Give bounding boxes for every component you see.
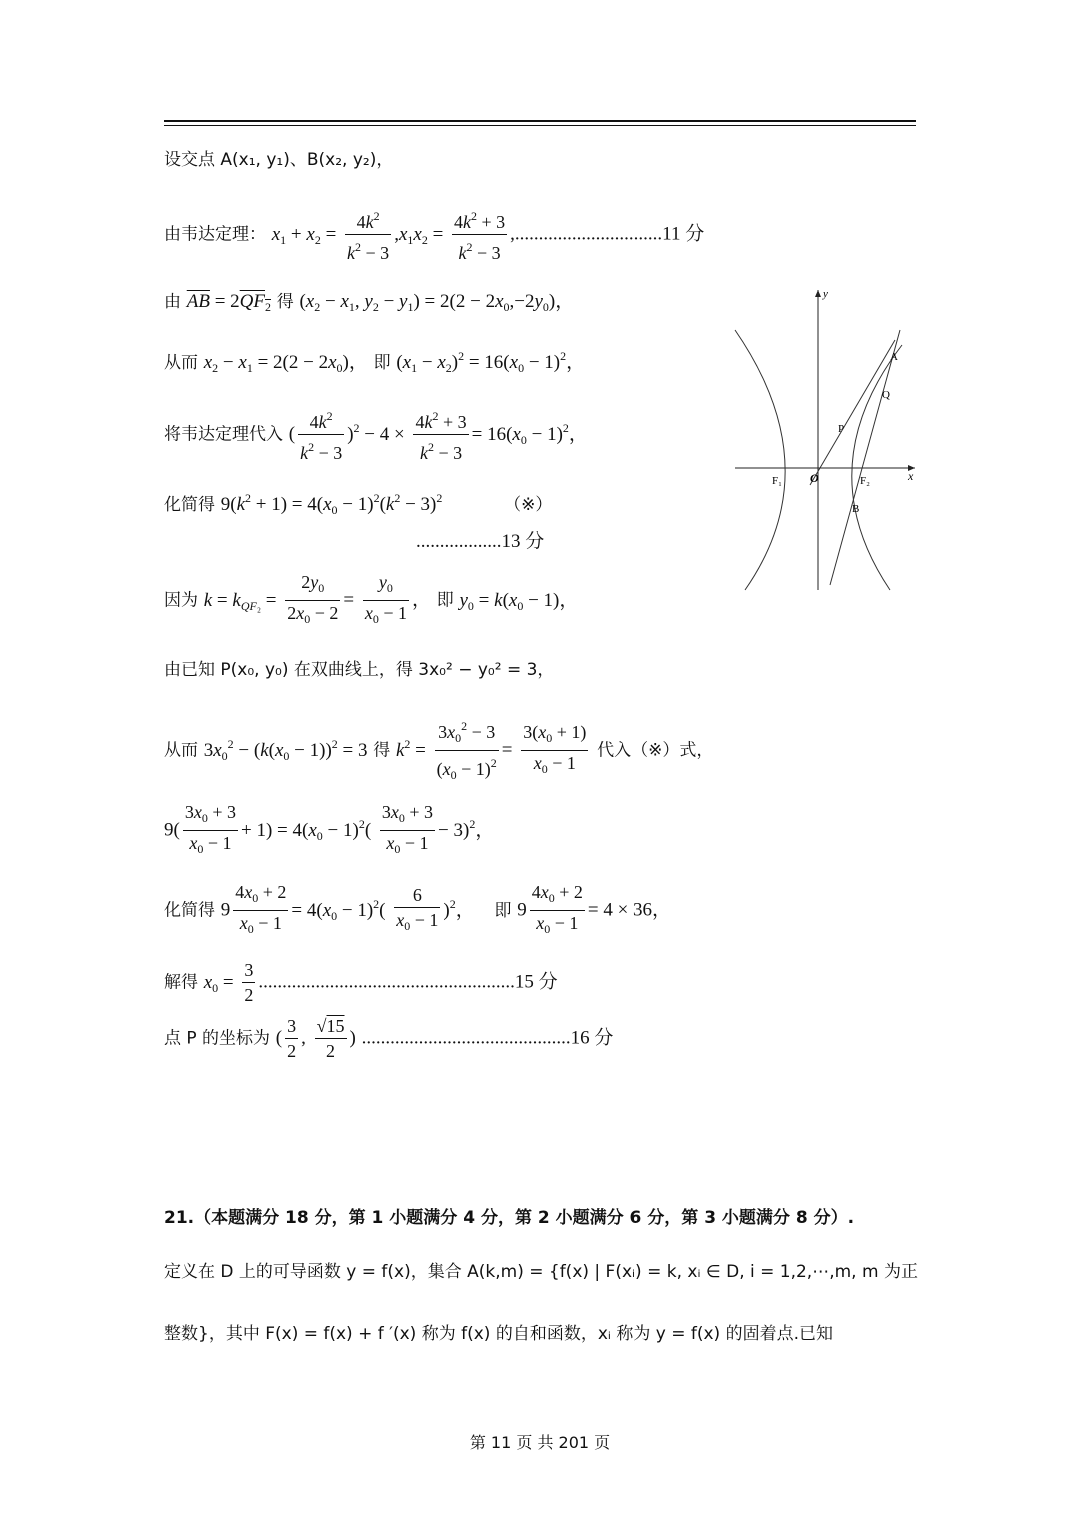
label-y: y <box>823 288 828 300</box>
left-branch <box>735 330 785 590</box>
label-O: O <box>810 471 819 485</box>
header-rule-thin <box>164 125 916 126</box>
y-axis-arrow <box>815 290 821 297</box>
label-B: B <box>852 503 860 515</box>
header-rule-thick <box>164 120 916 122</box>
hyperbola-figure <box>730 285 920 595</box>
line-12: 化简得 9 $\frac{4x_0 + 2}{x_0 - 1}$ = $4(x_0 - 1)^2$( $\frac{6}{x_0 - 1}$ )$^2$， 即 9 $\frac{4x_0 + 2}{x_0 - 1}$ = 4 × 36， <box>164 882 672 936</box>
label-A: A <box>890 351 898 363</box>
line-7-score: ..................13 分 <box>416 531 545 552</box>
line-14: 点 P 的坐标为 ( $\frac{3}{2}$ , $\frac{√15}{2}$ ) ............................................16 分 <box>164 1016 614 1061</box>
page-footer: 第 11 页 共 201 页 <box>469 1433 611 1452</box>
line-4: 从而 $x_2 - x_1 = 2(2 - 2x_0)$， 即 $(x_1 - x_2)^2 = 16(x_0 - 1)^2$， <box>164 349 586 375</box>
line-9: 由已知 P(x₀, y₀) 在双曲线上，得 3x₀² − y₀² = 3， <box>164 660 555 680</box>
line-6: 化简得 $9(k^2 + 1) = 4(x_0 - 1)^2(k^2 - 3)^2$ （※） <box>164 491 553 517</box>
label-Q: Q <box>882 389 890 401</box>
line-2: 由韦达定理： $x_1 + x_2$ = $\frac{4k^2}{k^2 - 3}$ $,x_1x_2$ = $\frac{4k^2 + 3}{k^2 - 3}$ ,...............................11 分 <box>164 204 704 265</box>
label-F1: F₁ <box>772 475 782 487</box>
line-AB <box>830 330 900 585</box>
line-5: 将韦达定理代入 ( $\frac{4k^2}{k^2 - 3}$ )$^2$ − 4 × $\frac{4k^2 + 3}{k^2 - 3}$ = $16(x_0 - 1)^2$， <box>164 404 588 465</box>
line-8: 因为 $k = k_{QF_2}$ = $\frac{2y_0}{2x_0 - 2}$ = $\frac{y_0}{x_0 - 1}$ ， 即 $y_0 = k(x_0 - 1)$， <box>164 572 579 626</box>
line-11: 9( $\frac{3x_0 + 3}{x_0 - 1}$ + $1) = 4(x_0 - 1)^2$( $\frac{3x_0 + 3}{x_0 - 1}$ − 3)$^2$， <box>164 802 495 856</box>
problem-21-heading: 21.（本题满分 18 分，第 1 小题满分 4 分，第 2 小题满分 6 分，第 3 小题满分 8 分）. <box>164 1208 855 1228</box>
label-F2: F₂ <box>860 475 870 487</box>
line-1: 设交点 A(x₁, y₁)、B(x₂, y₂)， <box>164 150 394 170</box>
label-P: P <box>838 423 845 435</box>
label-x: x <box>908 469 914 483</box>
problem-21-text-2: 整数}，其中 F(x) = f(x) + f ′(x) 称为 f(x) 的自和函数，xᵢ 称为 y = f(x) 的固着点.已知 <box>164 1324 833 1344</box>
line-13: 解得 $x_0$ = $\frac{3}{2}$ ......................................................15 分 <box>164 960 558 1005</box>
line-3: 由 $\overline{AB} = 2QF_2$ 得 ($x_2 - x_1$, $y_2 - y_1) = 2(2 - 2x_0,-2y_0)$， <box>164 291 575 314</box>
line-10: 从而 $3x_0^2 - (k(x_0 - 1))^2 = 3$ 得 $k^2$ = $\frac{3x_0^2 - 3}{(x_0 - 1)^2}$ = $\frac{3(x_0 + 1)}{x_0 - 1}$ 代入（※）式， <box>164 714 713 787</box>
problem-21-text-1: 定义在 D 上的可导函数 y = f(x)，集合 A(k,m) = {f(x) | F(xᵢ) = k, xᵢ ∈ D, i = 1,2,⋯,m, m 为正 <box>164 1262 918 1282</box>
